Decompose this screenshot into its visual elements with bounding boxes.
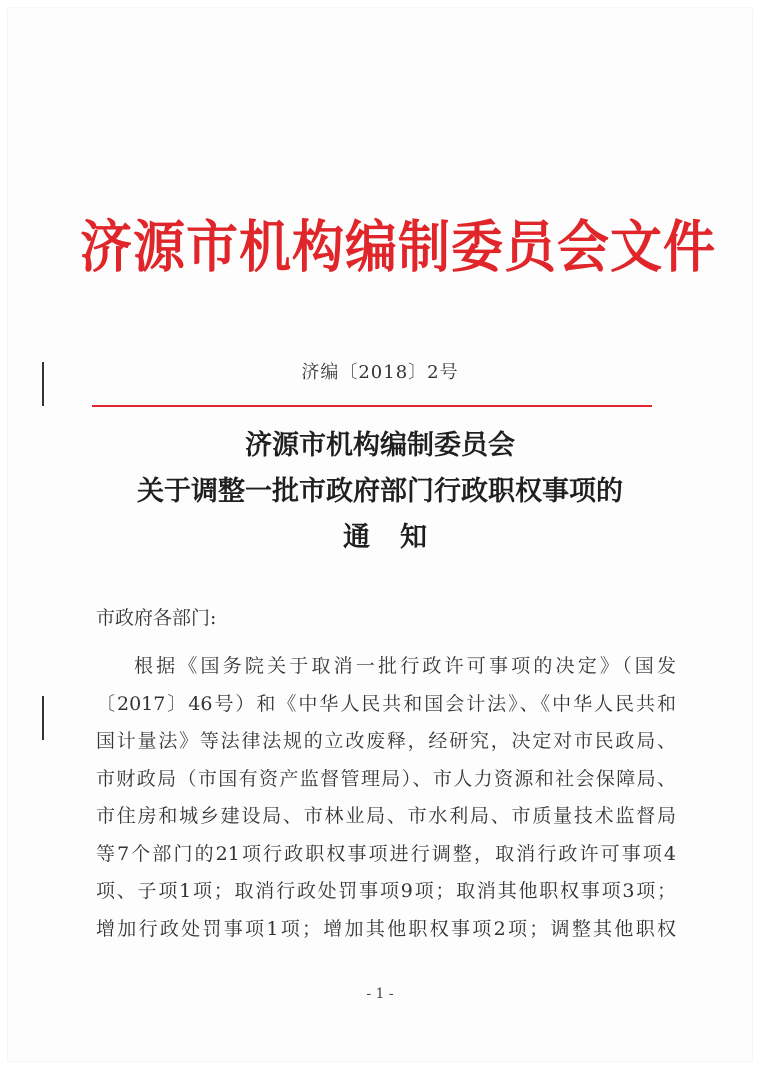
body-line: 根据《国务院关于取消一批行政许可事项的决定》（国发: [134, 655, 676, 677]
page-number: - 1 -: [366, 986, 394, 1002]
document-number: 济编〔2018〕2号: [301, 362, 459, 383]
body-line: 等7个部门的21项行政职权事项进行调整，取消行政许可事项4: [96, 842, 676, 865]
notice-title-line-3: 通知: [343, 522, 457, 553]
body-line: 项、子项1项；取消行政处罚事项9项；取消其他职权事项3项；: [96, 880, 676, 902]
red-separator-line: [92, 405, 652, 407]
binding-mark-bottom: [42, 696, 44, 740]
salutation: 市政府各部门:: [96, 607, 217, 629]
notice-body: [96, 648, 676, 948]
body-line: 市住房和城乡建设局、市林业局、市水利局、市质量技术监督局: [96, 805, 676, 827]
body-line: 市财政局（市国有资产监督管理局）、市人力资源和社会保障局、: [96, 767, 676, 790]
body-line: 〔2017〕46号）和《中华人民共和国会计法》、《中华人民共和: [96, 692, 676, 715]
body-line: 增加行政处罚事项1项；增加其他职权事项2项；调整其他职权: [96, 917, 676, 940]
document-masthead: 济源市机构编制委员会文件: [80, 214, 717, 281]
notice-title-line-1: 济源市机构编制委员会: [245, 430, 515, 461]
body-line: 国计量法》等法律法规的立改废释，经研究，决定对市民政局、: [96, 730, 676, 752]
notice-title-line-2: 关于调整一批市政府部门行政职权事项的: [137, 476, 623, 507]
